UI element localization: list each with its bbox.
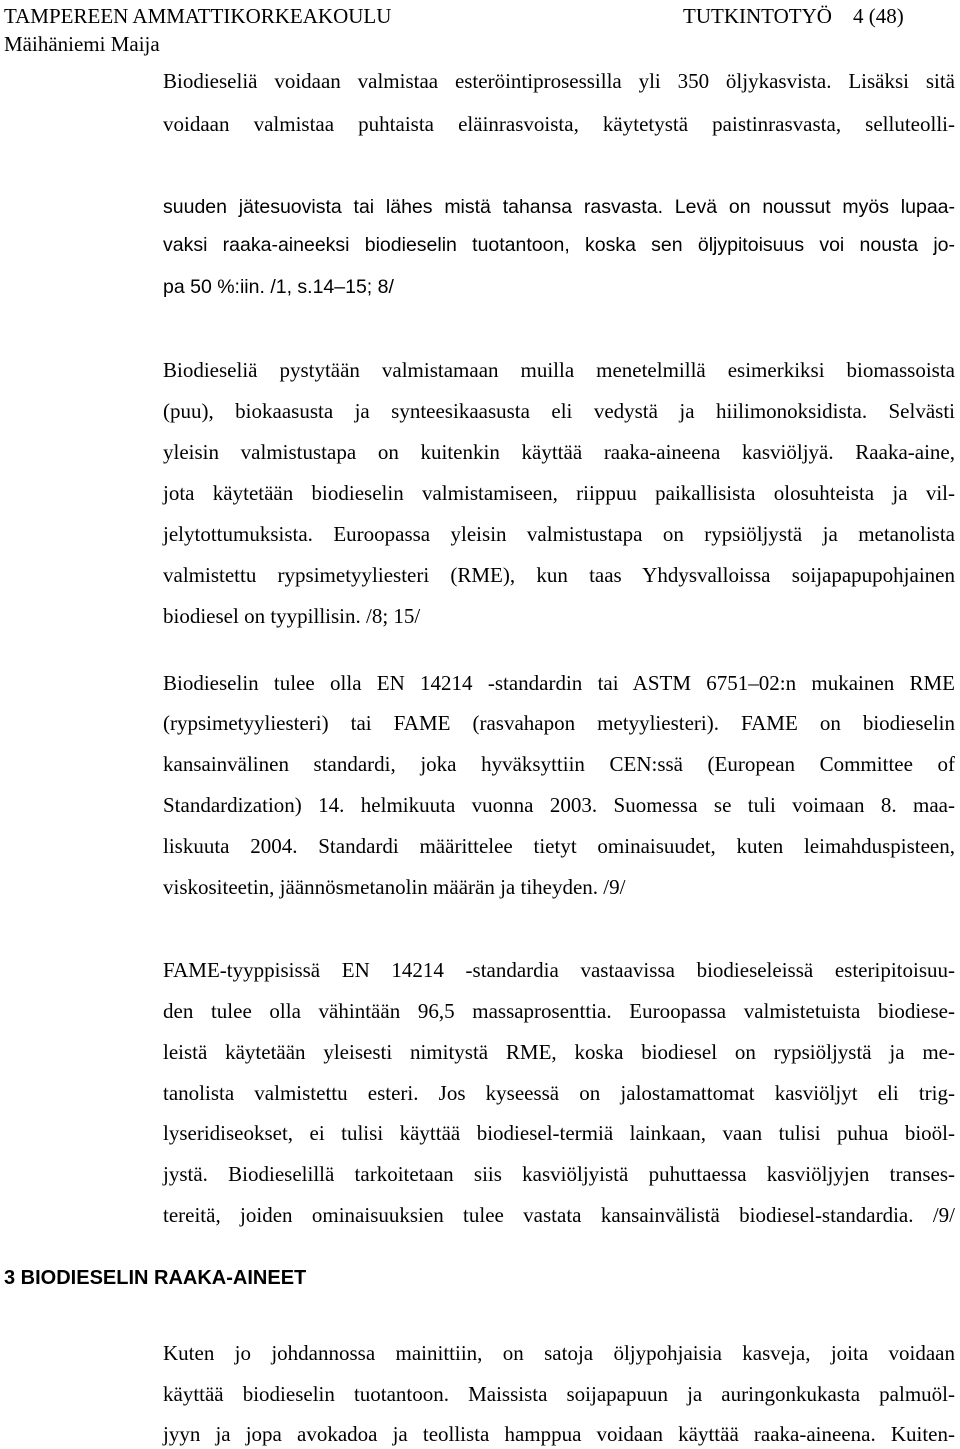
paragraph-line: Biodieseliä pystytään valmistamaan muilla menetelmillä esimerkiksi biomassoista	[163, 358, 955, 382]
paragraph-line: käyttää biodieselin tuotantoon. Maissista soijapapuun ja auringonkukasta palmuöl-	[163, 1382, 955, 1406]
paragraph-line: den tulee olla vähintään 96,5 massaprosenttia. Euroopassa valmistetuista biodiese-	[163, 999, 955, 1023]
paragraph-line: tanolista valmistettu esteri. Jos kyseessä on jalostamattomat kasviöljyt eli trig-	[163, 1081, 955, 1105]
header-page-number: 4 (48)	[853, 4, 904, 28]
paragraph-line: (puu), biokaasusta ja synteesikaasusta eli vedystä ja hiilimonoksidista. Selvästi	[163, 399, 955, 423]
section-heading: 3 BIODIESELIN RAAKA-AINEET	[4, 1267, 307, 1289]
paragraph-line: jystä. Biodieselillä tarkoitetaan siis kasviöljyistä puhuttaessa kasviöljyjen transes-	[163, 1162, 955, 1186]
paragraph-line: valmistettu rypsimetyyliesteri (RME), kun taas Yhdysvalloissa soijapapupohjainen	[163, 563, 955, 587]
paragraph-line: voidaan valmistaa puhtaista eläinrasvoista, käytetystä paistinrasvasta, selluteolli-	[163, 112, 955, 136]
paragraph-line: Kuten jo johdannossa mainittiin, on satoja öljypohjaisia kasveja, joita voidaan	[163, 1341, 955, 1365]
paragraph-line: (rypsimetyyliesteri) tai FAME (rasvahapon metyyliesteri). FAME on biodieselin	[163, 711, 955, 735]
paragraph-line: tereitä, joiden ominaisuuksien tulee vastata kansainvälistä biodiesel-standardia. /9/	[163, 1203, 955, 1227]
paragraph-line: leistä käytetään yleisesti nimitystä RME, koska biodiesel on rypsiöljystä ja me-	[163, 1040, 955, 1064]
paragraph-line: suuden jätesuovista tai lähes mistä tahansa rasvasta. Levä on noussut myös lupaa-	[163, 196, 955, 218]
paragraph-line: jota käytetään biodieselin valmistamiseen, riippuu paikallisista olosuhteista ja vil-	[163, 481, 955, 505]
paragraph-line: kansainvälinen standardi, joka hyväksyttiin CEN:ssä (European Committee of	[163, 752, 955, 776]
paragraph-line: liskuuta 2004. Standardi määrittelee tietyt ominaisuudet, kuten leimahduspisteen,	[163, 834, 955, 858]
paragraph-line: yleisin valmistustapa on kuitenkin käyttää raaka-aineena kasviöljyä. Raaka-aine,	[163, 440, 955, 464]
paragraph-line: Standardization) 14. helmikuuta vuonna 2003. Suomessa se tuli voimaan 8. maa-	[163, 793, 955, 817]
paragraph-line: pa 50 %:iin. /1, s.14–15; 8/	[163, 276, 394, 298]
paragraph-line: jelytottumuksista. Euroopassa yleisin valmistustapa on rypsiöljystä ja metanolista	[163, 522, 955, 546]
header-doc-type: TUTKINTOTYÖ	[683, 4, 832, 28]
paragraph-line: Biodieseliä voidaan valmistaa esteröintiprosessilla yli 350 öljykasvista. Lisäksi sitä	[163, 69, 955, 93]
paragraph-line: jyyn ja jopa avokadoa ja teollista hamppua voidaan käyttää raaka-aineena. Kuiten-	[163, 1422, 955, 1446]
header-school: TAMPEREEN AMMATTIKORKEAKOULU	[4, 4, 392, 28]
paragraph-line: biodiesel on tyypillisin. /8; 15/	[163, 604, 421, 628]
paragraph-line: FAME-tyyppisissä EN 14214 -standardia vastaavissa biodieseleissä esteripitoisuu-	[163, 958, 955, 982]
header-author: Mäihäniemi Maija	[4, 32, 160, 56]
paragraph-line: Biodieselin tulee olla EN 14214 -standardin tai ASTM 6751–02:n mukainen RME	[163, 671, 955, 695]
paragraph-line: vaksi raaka-aineeksi biodieselin tuotantoon, koska sen öljypitoisuus voi nousta jo-	[163, 234, 955, 256]
paragraph-line: viskositeetin, jäännösmetanolin määrän ja tiheyden. /9/	[163, 875, 626, 899]
paragraph-line: lyseridiseokset, ei tulisi käyttää biodiesel-termiä lainkaan, vaan tulisi puhua bioöl-	[163, 1121, 955, 1145]
